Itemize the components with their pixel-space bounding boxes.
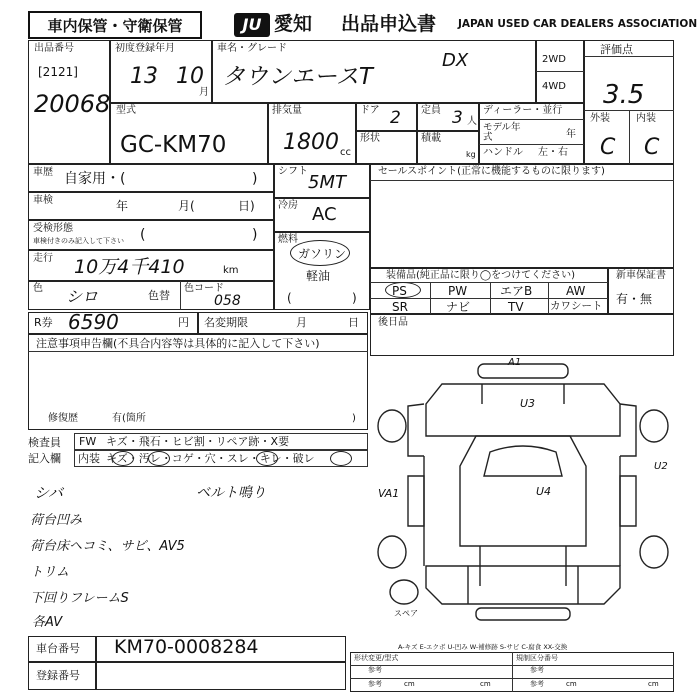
handle-label: ハンドル [483, 147, 523, 158]
br-row2a: 規制区分番号 [516, 654, 558, 662]
equip-navi: ナビ [446, 300, 471, 314]
doors-label: ドア [360, 105, 380, 116]
registration-month: 10 [176, 64, 204, 89]
back-date-label: 後日品 [378, 317, 408, 328]
lot-sub-number: [2121] [38, 65, 78, 79]
diagram-mark-a1: A1 [508, 357, 522, 368]
note-7: 各AV [32, 615, 63, 630]
history-label: 車歴 [33, 167, 53, 178]
br-cm4: cm [648, 680, 659, 688]
car-name-label: 車名・グレード [217, 43, 287, 54]
score-label: 評価点 [600, 43, 633, 56]
inspector-fw-label: FW [79, 435, 97, 448]
ju-logo: JU [234, 13, 270, 37]
name-change-month: 月 [296, 316, 307, 329]
ac-value: AC [312, 204, 337, 225]
br-cm2: cm [480, 680, 491, 688]
org-name: 愛知 [274, 13, 313, 35]
fuel-paren: ( [287, 291, 292, 305]
chassis-value: KM70-0008284 [114, 636, 259, 658]
spare-label: スペア [394, 609, 418, 618]
inspector-fw-text: キズ・飛石・ヒビ割・リペア跡・X要 [106, 435, 290, 448]
repair-label: 修復歴 [48, 413, 78, 424]
note-5: トリム [30, 565, 70, 580]
model-label: 型式 [116, 105, 136, 116]
storage-banner: 車内保管・守衛保管 [28, 11, 202, 39]
car-grade-value: DX [442, 50, 469, 71]
drive-4wd: 4WD [542, 81, 566, 92]
color-label: 色 [33, 283, 43, 294]
br-row3a: 参考 [368, 680, 382, 688]
recycle-unit: 円 [178, 316, 189, 329]
fuel-label: 燃料 [278, 234, 298, 245]
equip-ps-circle [385, 282, 421, 298]
br-row2b: 参考 [530, 666, 544, 674]
load-label: 積載 [421, 133, 441, 144]
br-cm3: cm [566, 680, 577, 688]
inspector-circle-3 [256, 451, 278, 466]
displacement-value: 1800 [283, 130, 339, 155]
model-value: GC-KM70 [120, 132, 227, 158]
back-date-box [370, 314, 674, 356]
shift-value: 5MT [308, 172, 346, 193]
mileage-unit: km [223, 265, 239, 276]
equip-aw: AW [566, 284, 586, 298]
car-name-value: タウンエースT [222, 64, 373, 90]
displacement-unit: cc [340, 147, 351, 158]
color-code-value: 058 [214, 293, 241, 309]
registration-label: 初度登録年月 [115, 43, 175, 54]
inspector-label-1: 検査員 [28, 436, 61, 449]
equip-sr: SR [392, 300, 408, 314]
note-2: ベルト鳴り [196, 485, 266, 501]
mileage-value: 10万4千410 [74, 256, 185, 278]
sales-point-label: セールスポイント(正常に機能するものに限ります) [378, 166, 605, 177]
equipment-label: 装備品(純正品に限り◯をつけてください) [386, 270, 575, 281]
model-year-label: モデル年式 [483, 122, 521, 143]
history-value: 自家用・( [64, 171, 126, 187]
equip-pw: PW [448, 284, 468, 298]
dealer-label: ディーラー・並行 [483, 105, 563, 116]
equip-seat: カワシート [550, 300, 603, 312]
warranty-label: 新車保証書 [616, 270, 666, 281]
load-unit: kg [466, 150, 476, 159]
capacity-value: 3 [452, 108, 463, 128]
repair-value: 有(箇所 [112, 413, 146, 424]
drive-2wd: 2WD [542, 54, 566, 65]
damage-legend: A-キズ E-エクボ U-凹み W-補修跡 S-サビ C-腐食 XX-交換 [398, 643, 568, 651]
reg-label: 登録番号 [36, 669, 80, 682]
handover-label: 受検形態 [33, 223, 73, 234]
diagram-mark-u2: U2 [654, 461, 668, 472]
form-title: 出品申込書 [341, 13, 437, 35]
lot-number-value: 20068 [34, 90, 111, 118]
diagram-mark-va1: VA1 [378, 487, 400, 500]
handle-options: 左・右 [538, 147, 568, 158]
score-ext-value: C [600, 135, 616, 160]
reg-value-box [96, 662, 346, 690]
diagram-mark-u3: U3 [520, 397, 536, 410]
inspector-circle-2 [148, 451, 170, 466]
shape-label: 形状 [360, 133, 380, 144]
note-6: 下回りフレームS [30, 591, 129, 606]
note-3: 荷台凹み [30, 513, 83, 528]
handover-close: ) [252, 227, 258, 243]
warranty-value: 有・無 [616, 292, 653, 306]
handover-note: 車検付きのみ記入して下さい [33, 237, 124, 245]
score-int-label: 内装 [636, 113, 656, 124]
recycle-value: 6590 [68, 310, 119, 334]
lot-number-label: 出品番号 [34, 43, 74, 54]
color-value: シロ [66, 287, 99, 306]
notice-label: 注意事項申告欄(不具合内容等は具体的に記入して下さい) [36, 337, 320, 350]
doors-value: 2 [390, 108, 401, 128]
registration-year: 13 [130, 64, 158, 89]
org-english: JAPAN USED CAR DEALERS ASSOCIATION [458, 18, 698, 30]
inspector-circle-4 [330, 451, 352, 466]
score-int-value: C [644, 135, 660, 160]
capacity-label: 定員 [421, 105, 441, 116]
displacement-label: 排気量 [272, 105, 302, 116]
equip-ps: PS [392, 284, 407, 298]
name-change-day: 日 [348, 316, 359, 329]
fuel-gas: ガソリン [298, 247, 347, 261]
handover-open: ( [140, 227, 146, 243]
inspector-int-label: 内装 [78, 452, 100, 465]
fuel-diesel: 軽油 [306, 269, 331, 283]
recycle-label: R券 [34, 316, 53, 329]
inspection-label: 車検 [33, 195, 53, 206]
history-close: ) [252, 171, 258, 187]
ac-label: 冷房 [278, 200, 298, 211]
inspection-year: 年 [116, 199, 129, 213]
score-ext-label: 外装 [590, 113, 610, 124]
score-value: 3.5 [603, 80, 645, 110]
br-cm1: cm [404, 680, 415, 688]
note-1: シバ [34, 484, 63, 502]
capacity-unit: 人 [467, 116, 477, 127]
equip-airbag: エアB [500, 284, 533, 298]
inspector-circle-1 [112, 451, 134, 466]
note-4: 荷台床ヘコミ、サビ、AV5 [30, 539, 185, 554]
equip-tv: TV [508, 300, 524, 314]
fuel-paren-close: ) [352, 291, 357, 305]
mileage-label: 走行 [33, 253, 53, 264]
br-row3b: 参考 [530, 680, 544, 688]
inspection-month: 月( [178, 199, 195, 213]
br-row1b: 参考 [368, 666, 382, 674]
inspection-day: 日) [238, 199, 255, 213]
color-code-label: 色コード [184, 283, 224, 294]
br-row1a: 形状変更/型式 [354, 654, 399, 662]
model-year-unit: 年 [566, 129, 576, 140]
chassis-label: 車台番号 [36, 642, 80, 655]
inspector-int-text: キズ・汚レ・コゲ・穴・スレ・キレ・破レ [106, 452, 315, 465]
registration-month-unit: 月 [199, 87, 209, 98]
repair-close: ) [352, 413, 356, 424]
shift-label: シフト [278, 166, 308, 177]
name-change-label: 名変期限 [204, 316, 248, 329]
inspector-label-2: 記入欄 [28, 452, 61, 465]
diagram-mark-u4: U4 [536, 485, 552, 498]
color-change-label: 色替 [148, 289, 170, 302]
